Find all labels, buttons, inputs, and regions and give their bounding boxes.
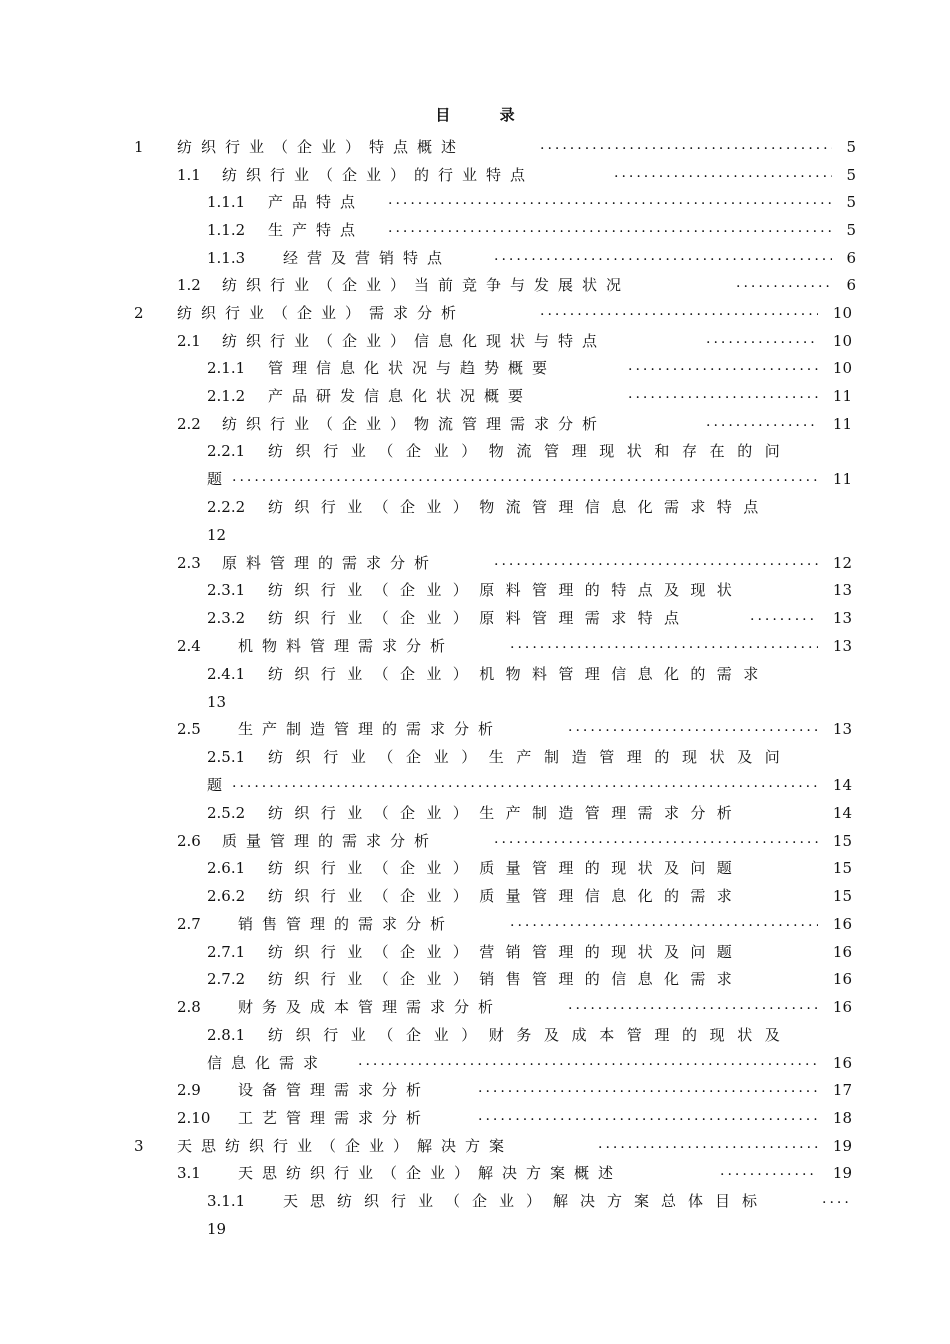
- toc-entry-label: 纺织行业（企业）物流管理需求分析: [222, 415, 607, 433]
- toc-entry[interactable]: [0, 829, 950, 853]
- toc-leader-dots: [232, 771, 818, 795]
- toc-entry[interactable]: [0, 940, 950, 964]
- toc-entry-label: 经营及营销特点: [283, 249, 452, 267]
- toc-entry-continuation[interactable]: [0, 690, 950, 714]
- toc-entry-label: 原料管理的需求分析: [222, 554, 439, 572]
- toc-entry-label: 天思纺织行业（企业）解决方案总体目标: [283, 1192, 770, 1210]
- toc-entry-page: 19: [207, 1220, 227, 1238]
- toc-entry[interactable]: [0, 439, 950, 463]
- toc-entry[interactable]: [0, 856, 950, 880]
- toc-entry-number: 1.2: [177, 276, 201, 294]
- toc-entry-label: 纺织行业（企业）信息化现状与特点: [222, 332, 607, 350]
- toc-entry-page: 5: [846, 221, 856, 239]
- toc-entry-page: 10: [832, 332, 852, 350]
- toc-entry[interactable]: [0, 1134, 950, 1158]
- toc-entry-label: 纺织行业（企业）销售管理的信息化需求: [268, 970, 744, 988]
- toc-leader-dots: [706, 327, 818, 351]
- toc-entry-number: 2.6.1: [207, 859, 246, 877]
- toc-entry-number: 2.1: [177, 332, 201, 350]
- toc-entry-number: 3.1.1: [207, 1192, 246, 1210]
- toc-entry-page: 10: [832, 304, 852, 322]
- toc-entry-number: 2.3.1: [207, 581, 246, 599]
- toc-entry-label: 天思纺织行业（企业）解决方案概述: [238, 1164, 623, 1182]
- toc-entry[interactable]: [0, 412, 950, 436]
- toc-entry-number: 1.1.1: [207, 193, 246, 211]
- toc-entry[interactable]: [0, 606, 950, 630]
- toc-entry-label: 纺织行业（企业）质量管理信息化的需求: [268, 887, 744, 905]
- toc-entry[interactable]: [0, 163, 950, 187]
- toc-entry-page: 10: [832, 359, 852, 377]
- toc-entry-page: 15: [832, 887, 852, 905]
- toc-entry-number: 1.1.2: [207, 221, 246, 239]
- toc-entry-page: 19: [832, 1164, 852, 1182]
- toc-entry-number: 1: [134, 138, 144, 156]
- toc-entry[interactable]: [0, 967, 950, 991]
- toc-entry[interactable]: [0, 662, 950, 686]
- toc-leader-dots: [494, 549, 818, 573]
- toc-entry[interactable]: [0, 995, 950, 1019]
- toc-entry-page: 5: [846, 138, 856, 156]
- toc-leader-dots: [568, 715, 818, 739]
- toc-leader-dots: [540, 299, 818, 323]
- toc-entry-page: 16: [832, 998, 852, 1016]
- toc-entry-continuation[interactable]: [0, 523, 950, 547]
- toc-leader-dots: [540, 133, 832, 157]
- toc-leader-dots: [720, 1159, 818, 1183]
- toc-entry-number: 3.1: [177, 1164, 201, 1182]
- toc-entry-page: 16: [832, 970, 852, 988]
- toc-entry-label: 产品特点: [268, 193, 365, 211]
- toc-entry-number: 2.5: [177, 720, 201, 738]
- toc-entry-label: 纺织行业（企业）物流管理现状和存在的问: [268, 442, 793, 460]
- toc-entry[interactable]: [0, 1161, 950, 1185]
- toc-entry-continuation[interactable]: [0, 773, 950, 797]
- toc-entry-number: 2.7.2: [207, 970, 246, 988]
- toc-entry-label: 财务及成本管理需求分析: [238, 998, 503, 1016]
- toc-entry-label: 纺织行业（企业）原料管理需求特点: [268, 609, 691, 627]
- toc-entry[interactable]: [0, 912, 950, 936]
- toc-entry-number: 3: [134, 1137, 144, 1155]
- toc-leader-dots: [494, 827, 818, 851]
- toc-leader-dots: [510, 632, 818, 656]
- toc-entry-page: 13: [832, 720, 852, 738]
- toc-entry[interactable]: [0, 1189, 950, 1213]
- toc-entry-number: 2.10: [177, 1109, 211, 1127]
- toc-entry-label: 管理信息化状况与趋势概要: [268, 359, 557, 377]
- toc-entry-number: 2.8: [177, 998, 201, 1016]
- toc-entry-page: 5: [846, 166, 856, 184]
- toc-entry-label: 产品研发信息化状况概要: [268, 387, 533, 405]
- toc-entry[interactable]: [0, 551, 950, 575]
- toc-entry-page: 5: [846, 193, 856, 211]
- toc-entry-page: 16: [832, 943, 852, 961]
- toc-entry-page: 11: [832, 415, 852, 433]
- toc-entry-page: 16: [832, 1054, 852, 1072]
- toc-entry-page: 15: [832, 859, 852, 877]
- toc-entry[interactable]: [0, 1106, 950, 1130]
- toc-entry-number: 2.4: [177, 637, 201, 655]
- toc-entry[interactable]: [0, 884, 950, 908]
- toc-entry-page: 6: [846, 276, 856, 294]
- toc-entry-number: 2.2.2: [207, 498, 246, 516]
- toc-entry-label: 纺织行业（企业）质量管理的现状及问题: [268, 859, 744, 877]
- toc-entry-label: 纺织行业（企业）当前竞争与发展状况: [222, 276, 631, 294]
- toc-entry-page: 13: [207, 693, 227, 711]
- toc-entry-label: 机物料管理需求分析: [238, 637, 455, 655]
- toc-entry-number: 2.3.2: [207, 609, 246, 627]
- toc-entry-label-continued: 题: [207, 470, 232, 488]
- toc-leader-dots: [750, 604, 818, 628]
- toc-leader-dots: [232, 465, 818, 489]
- toc-leader-dots: [478, 1076, 818, 1100]
- toc-entry-continuation[interactable]: [0, 1217, 950, 1241]
- toc-entry[interactable]: [0, 301, 950, 325]
- toc-entry-page: 14: [832, 804, 852, 822]
- toc-entry-label: 纺织行业（企业）的行业特点: [222, 166, 535, 184]
- toc-entry[interactable]: [0, 1023, 950, 1047]
- toc-entry[interactable]: [0, 1078, 950, 1102]
- toc-entry-page: 19: [832, 1137, 852, 1155]
- toc-entry-label-continued: 题: [207, 776, 232, 794]
- toc-entry-number: 2.2.1: [207, 442, 246, 460]
- toc-leader-dots: [706, 410, 818, 434]
- toc-entry-page: 13: [832, 637, 852, 655]
- toc-leader-dots: [388, 216, 832, 240]
- toc-entry[interactable]: [0, 273, 950, 297]
- toc-entry-page: 15: [832, 832, 852, 850]
- toc-entry-number: 2: [134, 304, 144, 322]
- toc-entry-page: 18: [832, 1109, 852, 1127]
- toc-entry-number: 2.1.1: [207, 359, 246, 377]
- toc-entry-page: 17: [832, 1081, 852, 1099]
- toc-entry[interactable]: [0, 495, 950, 519]
- toc-leader-dots: [822, 1187, 848, 1211]
- toc-leader-dots: [628, 354, 818, 378]
- toc-entry-page: 16: [832, 915, 852, 933]
- toc-entry-page: 14: [832, 776, 852, 794]
- toc-entry-label: 设备管理需求分析: [238, 1081, 431, 1099]
- toc-entry-label: 纺织行业（企业）生产制造管理的现状及问: [268, 748, 793, 766]
- toc-entry-number: 2.4.1: [207, 665, 246, 683]
- toc-entry-label: 纺织行业（企业）特点概述: [177, 138, 466, 156]
- toc-entry-page: 12: [207, 526, 227, 544]
- toc-entry[interactable]: [0, 745, 950, 769]
- toc-entry-label: 销售管理的需求分析: [238, 915, 455, 933]
- toc-entry-number: 2.6.2: [207, 887, 246, 905]
- toc-entry-number: 2.7.1: [207, 943, 246, 961]
- toc-entry-label: 质量管理的需求分析: [222, 832, 439, 850]
- toc-entry[interactable]: [0, 578, 950, 602]
- toc-entry-label-continued: 信息化需求: [207, 1054, 328, 1072]
- toc-entry-continuation[interactable]: [0, 1051, 950, 1075]
- toc-entry-page: 11: [832, 387, 852, 405]
- toc-leader-dots: [388, 188, 832, 212]
- toc-entry[interactable]: [0, 329, 950, 353]
- toc-leader-dots: [598, 1132, 818, 1156]
- toc-entry-page: 11: [832, 470, 852, 488]
- toc-leader-dots: [568, 993, 818, 1017]
- toc-leader-dots: [478, 1104, 818, 1128]
- toc-entry-number: 2.5.1: [207, 748, 246, 766]
- toc-entry-page: 6: [846, 249, 856, 267]
- toc-entry-label: 生产特点: [268, 221, 365, 239]
- toc-leader-dots: [510, 910, 818, 934]
- toc-entry[interactable]: [0, 801, 950, 825]
- toc-entry-number: 1.1.3: [207, 249, 246, 267]
- toc-entry-page: 13: [832, 581, 852, 599]
- toc-entry-label: 纺织行业（企业）财务及成本管理的现状及: [268, 1026, 793, 1044]
- toc-leader-dots: [628, 382, 818, 406]
- toc-entry[interactable]: [0, 717, 950, 741]
- toc-entry[interactable]: [0, 135, 950, 159]
- toc-entry[interactable]: [0, 634, 950, 658]
- toc-entry-label: 纺织行业（企业）营销管理的现状及问题: [268, 943, 744, 961]
- toc-entry-page: 13: [832, 609, 852, 627]
- toc-entry-label: 纺织行业（企业）机物料管理信息化的需求: [268, 665, 770, 683]
- toc-entry-number: 2.8.1: [207, 1026, 246, 1044]
- toc-entry-page: 12: [832, 554, 852, 572]
- toc-entry-continuation[interactable]: [0, 467, 950, 491]
- toc-entry-number: 2.9: [177, 1081, 201, 1099]
- toc-leader-dots: [614, 161, 832, 185]
- toc-entry[interactable]: [0, 384, 950, 408]
- toc-entry-label: 纺织行业（企业）原料管理的特点及现状: [268, 581, 744, 599]
- toc-entry-label: 工艺管理需求分析: [238, 1109, 431, 1127]
- toc-entry[interactable]: [0, 356, 950, 380]
- toc-entry[interactable]: [0, 190, 950, 214]
- toc-entry-number: 2.3: [177, 554, 201, 572]
- toc-entry-label: 纺织行业（企业）物流管理信息化需求特点: [268, 498, 770, 516]
- toc-title: 目 录: [435, 106, 537, 124]
- toc-entry-number: 2.5.2: [207, 804, 246, 822]
- toc-entry-label: 生产制造管理的需求分析: [238, 720, 503, 738]
- toc-entry-number: 1.1: [177, 166, 201, 184]
- toc-entry-number: 2.1.2: [207, 387, 246, 405]
- toc-entry[interactable]: [0, 218, 950, 242]
- toc-entry[interactable]: [0, 246, 950, 270]
- toc-leader-dots: [494, 244, 832, 268]
- toc-entry-number: 2.6: [177, 832, 201, 850]
- toc-entry-label: 天思纺织行业（企业）解决方案: [177, 1137, 514, 1155]
- toc-leader-dots: [358, 1049, 818, 1073]
- toc-entry-number: 2.7: [177, 915, 201, 933]
- toc-entry-number: 2.2: [177, 415, 201, 433]
- toc-entry-label: 纺织行业（企业）需求分析: [177, 304, 466, 322]
- toc-entry-label: 纺织行业（企业）生产制造管理需求分析: [268, 804, 744, 822]
